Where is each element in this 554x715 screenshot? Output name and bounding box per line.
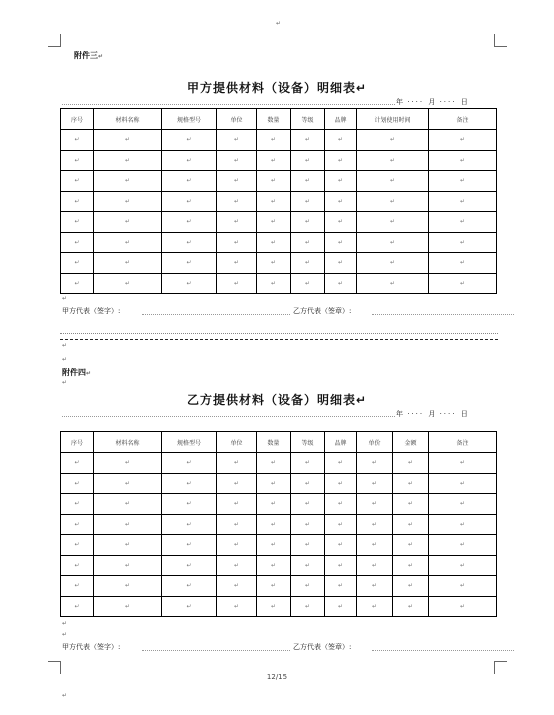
table-cell[interactable]: ↵	[162, 494, 217, 515]
table-cell[interactable]: ↵	[94, 576, 162, 597]
table-cell[interactable]: ↵	[94, 191, 162, 212]
table-cell[interactable]: ↵	[325, 273, 357, 294]
table-cell[interactable]: ↵	[257, 535, 291, 556]
annex4-after-table-mark-1: ↵	[62, 620, 68, 627]
annex3-col-header: 材料名称	[94, 109, 162, 130]
table-cell[interactable]: ↵	[291, 596, 325, 617]
table-row	[61, 494, 497, 515]
section-separator-dotted	[60, 333, 498, 334]
table-cell[interactable]: ↵	[357, 273, 429, 294]
table-row	[61, 150, 497, 171]
table-cell[interactable]: ↵	[357, 212, 429, 233]
table-cell[interactable]: ↵	[429, 150, 497, 171]
annex3-col-header: 计划使用时间	[357, 109, 429, 130]
separator-mark-2: ↵	[62, 356, 68, 363]
annex4-col-header: 单位	[217, 432, 257, 453]
table-cell[interactable]: ↵	[393, 535, 429, 556]
table-cell[interactable]: ↵	[357, 150, 429, 171]
annex4-col-header: 规格型号	[162, 432, 217, 453]
table-cell[interactable]: ↵	[217, 150, 257, 171]
table-cell[interactable]: ↵	[357, 130, 429, 151]
table-cell[interactable]: ↵	[94, 232, 162, 253]
table-cell[interactable]: ↵	[325, 535, 357, 556]
table-cell[interactable]: ↵	[291, 150, 325, 171]
annex3-col-header: 品牌	[325, 109, 357, 130]
table-row	[61, 514, 497, 535]
table-cell[interactable]: ↵	[94, 273, 162, 294]
annex4-col-header: 备注	[429, 432, 497, 453]
annex4-col-header: 金额	[393, 432, 429, 453]
table-cell[interactable]: ↵	[291, 453, 325, 474]
table-row	[61, 576, 497, 597]
table-cell[interactable]: ↵	[257, 150, 291, 171]
annex4-date-year: 年	[396, 410, 403, 418]
table-cell[interactable]: ↵	[257, 232, 291, 253]
table-cell[interactable]: ↵	[257, 191, 291, 212]
table-cell[interactable]: ↵	[291, 232, 325, 253]
table-cell[interactable]: ↵	[162, 171, 217, 192]
table-cell[interactable]: ↵	[61, 253, 94, 274]
table-cell[interactable]: ↵	[257, 494, 291, 515]
annex4-date-day: 日	[460, 410, 468, 418]
header-paragraph-mark: ↵	[276, 20, 282, 27]
annex3-after-table-mark: ↵	[62, 295, 68, 302]
table-cell[interactable]: ↵	[94, 453, 162, 474]
table-cell[interactable]: ↵	[94, 514, 162, 535]
table-cell[interactable]: ↵	[291, 514, 325, 535]
annex4-col-header: 材料名称	[94, 432, 162, 453]
table-cell[interactable]: ↵	[162, 191, 217, 212]
table-cell[interactable]: ↵	[257, 514, 291, 535]
table-cell[interactable]: ↵	[291, 576, 325, 597]
table-cell[interactable]: ↵	[94, 473, 162, 494]
table-cell[interactable]: ↵	[162, 150, 217, 171]
table-cell[interactable]: ↵	[94, 150, 162, 171]
table-cell[interactable]: ↵	[325, 171, 357, 192]
table-cell[interactable]: ↵	[257, 130, 291, 151]
table-cell[interactable]: ↵	[429, 130, 497, 151]
table-cell[interactable]: ↵	[429, 232, 497, 253]
table-cell[interactable]: ↵	[325, 473, 357, 494]
annex4-header-row	[61, 432, 497, 453]
table-cell[interactable]: ↵	[257, 596, 291, 617]
annex3-date-year: 年	[396, 98, 403, 106]
table-cell[interactable]: ↵	[61, 555, 94, 576]
table-cell[interactable]: ↵	[217, 514, 257, 535]
table-cell[interactable]: ↵	[325, 514, 357, 535]
annex3-col-header: 备注	[429, 109, 497, 130]
annex3-col-header: 序号	[61, 109, 94, 130]
table-cell[interactable]: ↵	[429, 453, 497, 474]
annex3-date: 年 ···· 月 ···· 日	[396, 98, 468, 106]
table-cell[interactable]: ↵	[257, 171, 291, 192]
table-cell[interactable]: ↵	[291, 535, 325, 556]
table-cell[interactable]: ↵	[429, 273, 497, 294]
table-cell[interactable]: ↵	[325, 253, 357, 274]
table-cell[interactable]: ↵	[94, 171, 162, 192]
table-cell[interactable]: ↵	[217, 535, 257, 556]
table-cell[interactable]: ↵	[429, 191, 497, 212]
table-cell[interactable]: ↵	[357, 576, 393, 597]
table-row	[61, 273, 497, 294]
annex4-date: 年 ···· 月 ···· 日	[396, 410, 468, 418]
table-cell[interactable]: ↵	[291, 253, 325, 274]
annex4-col-header: 单价	[357, 432, 393, 453]
table-cell[interactable]: ↵	[217, 576, 257, 597]
annex4-col-header: 等级	[291, 432, 325, 453]
annex4-label-mark: ↵	[62, 379, 68, 386]
page-number: 12/15	[266, 673, 288, 681]
table-cell[interactable]: ↵	[217, 253, 257, 274]
table-cell[interactable]: ↵	[217, 191, 257, 212]
crop-mark-top-left	[48, 34, 61, 47]
separator-mark-1: ↵	[62, 342, 68, 349]
table-cell[interactable]: ↵	[162, 130, 217, 151]
table-cell[interactable]: ↵	[217, 555, 257, 576]
table-cell[interactable]: ↵	[325, 232, 357, 253]
table-cell[interactable]: ↵	[61, 273, 94, 294]
table-cell[interactable]: ↵	[217, 212, 257, 233]
table-cell[interactable]: ↵	[429, 473, 497, 494]
annex3-sign-b-line	[372, 314, 514, 315]
table-cell[interactable]: ↵	[162, 253, 217, 274]
table-cell[interactable]: ↵	[325, 494, 357, 515]
table-row	[61, 171, 497, 192]
table-cell[interactable]: ↵	[162, 576, 217, 597]
table-cell[interactable]: ↵	[61, 150, 94, 171]
annex4-col-header: 序号	[61, 432, 94, 453]
table-cell[interactable]: ↵	[61, 171, 94, 192]
table-row	[61, 473, 497, 494]
table-cell[interactable]: ↵	[217, 232, 257, 253]
annex3-col-header: 等级	[291, 109, 325, 130]
table-cell[interactable]: ↵	[429, 494, 497, 515]
table-cell[interactable]: ↵	[217, 130, 257, 151]
table-cell[interactable]: ↵	[291, 473, 325, 494]
annex3-col-header: 单位	[217, 109, 257, 130]
table-cell[interactable]: ↵	[61, 514, 94, 535]
table-cell[interactable]: ↵	[429, 212, 497, 233]
table-cell[interactable]: ↵	[393, 576, 429, 597]
annex4-sign-a-line	[142, 650, 290, 651]
table-cell[interactable]: ↵	[429, 576, 497, 597]
table-cell[interactable]: ↵	[61, 596, 94, 617]
table-cell[interactable]: ↵	[162, 535, 217, 556]
table-cell[interactable]: ↵	[61, 130, 94, 151]
annex3-date-month: 月	[428, 98, 436, 106]
table-cell[interactable]: ↵	[94, 555, 162, 576]
table-cell[interactable]: ↵	[61, 191, 94, 212]
table-cell[interactable]: ↵	[357, 473, 393, 494]
annex4-after-table-mark-2: ↵	[62, 631, 68, 638]
table-cell[interactable]: ↵	[429, 253, 497, 274]
table-cell[interactable]: ↵	[429, 555, 497, 576]
table-row	[61, 596, 497, 617]
table-cell[interactable]: ↵	[357, 191, 429, 212]
table-cell[interactable]: ↵	[61, 453, 94, 474]
table-cell[interactable]: ↵	[357, 253, 429, 274]
table-row	[61, 453, 497, 474]
table-cell[interactable]: ↵	[257, 555, 291, 576]
table-row	[61, 555, 497, 576]
table-cell[interactable]: ↵	[429, 171, 497, 192]
table-cell[interactable]: ↵	[94, 130, 162, 151]
table-cell[interactable]: ↵	[217, 596, 257, 617]
annex3-table	[60, 108, 497, 294]
table-cell[interactable]: ↵	[61, 535, 94, 556]
table-cell[interactable]: ↵	[429, 596, 497, 617]
table-cell[interactable]: ↵	[357, 596, 393, 617]
table-cell[interactable]: ↵	[291, 555, 325, 576]
table-cell[interactable]: ↵	[257, 453, 291, 474]
crop-mark-top-right	[494, 34, 507, 47]
table-cell[interactable]: ↵	[217, 473, 257, 494]
annex4-table	[60, 431, 497, 617]
table-cell[interactable]: ↵	[393, 494, 429, 515]
table-cell[interactable]: ↵	[94, 596, 162, 617]
annex3-col-header: 数量	[257, 109, 291, 130]
table-cell[interactable]: ↵	[325, 191, 357, 212]
table-cell[interactable]: ↵	[257, 576, 291, 597]
annex3-sign-a-line	[142, 314, 290, 315]
annex4-date-dotline	[62, 416, 395, 417]
table-cell[interactable]: ↵	[325, 576, 357, 597]
table-cell[interactable]: ↵	[94, 253, 162, 274]
table-cell[interactable]: ↵	[357, 555, 393, 576]
table-cell[interactable]: ↵	[357, 232, 429, 253]
table-cell[interactable]: ↵	[257, 473, 291, 494]
table-cell[interactable]: ↵	[162, 596, 217, 617]
table-cell[interactable]: ↵	[217, 273, 257, 294]
table-cell[interactable]: ↵	[94, 535, 162, 556]
annex3-col-header: 规格型号	[162, 109, 217, 130]
table-cell[interactable]: ↵	[393, 514, 429, 535]
section-separator-dashed	[60, 339, 498, 340]
annex3-date-dotline	[62, 104, 395, 105]
table-cell[interactable]: ↵	[291, 191, 325, 212]
table-row	[61, 535, 497, 556]
annex4-sign-party-a: 甲方代表（签字）:	[62, 643, 121, 651]
table-cell[interactable]: ↵	[429, 514, 497, 535]
table-row	[61, 253, 497, 274]
table-cell[interactable]: ↵	[61, 212, 94, 233]
table-cell[interactable]: ↵	[162, 212, 217, 233]
table-cell[interactable]: ↵	[325, 596, 357, 617]
table-cell[interactable]: ↵	[162, 514, 217, 535]
footer-mark: ↵	[62, 692, 68, 699]
table-cell[interactable]: ↵	[162, 453, 217, 474]
table-cell[interactable]: ↵	[325, 130, 357, 151]
annex4-col-header: 品牌	[325, 432, 357, 453]
table-cell[interactable]: ↵	[162, 473, 217, 494]
table-cell[interactable]: ↵	[357, 171, 429, 192]
annex3-label: 附件三↵	[74, 51, 104, 60]
table-cell[interactable]: ↵	[94, 212, 162, 233]
table-cell[interactable]: ↵	[393, 596, 429, 617]
table-cell[interactable]: ↵	[325, 212, 357, 233]
table-cell[interactable]: ↵	[325, 555, 357, 576]
table-cell[interactable]: ↵	[257, 253, 291, 274]
annex4-col-header: 数量	[257, 432, 291, 453]
table-cell[interactable]: ↵	[162, 232, 217, 253]
annex4-date-month: 月	[428, 410, 436, 418]
table-cell[interactable]: ↵	[291, 273, 325, 294]
table-cell[interactable]: ↵	[393, 453, 429, 474]
table-row	[61, 130, 497, 151]
annex3-date-day: 日	[460, 98, 468, 106]
table-cell[interactable]: ↵	[217, 171, 257, 192]
annex3-sign-party-b: 乙方代表（签章）:	[293, 307, 352, 315]
table-cell[interactable]: ↵	[217, 453, 257, 474]
table-cell[interactable]: ↵	[61, 473, 94, 494]
annex4-sign-party-b: 乙方代表（签章）:	[293, 643, 352, 651]
table-row	[61, 191, 497, 212]
table-cell[interactable]: ↵	[162, 273, 217, 294]
table-cell[interactable]: ↵	[61, 494, 94, 515]
table-cell[interactable]: ↵	[291, 494, 325, 515]
annex3-header-row	[61, 109, 497, 130]
table-cell[interactable]: ↵	[257, 212, 291, 233]
annex4-sign-b-line	[372, 650, 514, 651]
table-cell[interactable]: ↵	[393, 555, 429, 576]
annex3-sign-party-a: 甲方代表（签字）:	[62, 307, 121, 315]
table-cell[interactable]: ↵	[325, 150, 357, 171]
table-cell[interactable]: ↵	[217, 494, 257, 515]
table-cell[interactable]: ↵	[357, 535, 393, 556]
table-cell[interactable]: ↵	[291, 212, 325, 233]
table-cell[interactable]: ↵	[257, 273, 291, 294]
annex4-title: 乙方提供材料（设备）明细表↵	[186, 393, 368, 407]
table-cell[interactable]: ↵	[61, 232, 94, 253]
annex4-label: 附件四↵	[62, 368, 92, 377]
table-cell[interactable]: ↵	[393, 473, 429, 494]
table-cell[interactable]: ↵	[429, 535, 497, 556]
table-cell[interactable]: ↵	[94, 494, 162, 515]
table-cell[interactable]: ↵	[162, 555, 217, 576]
table-row	[61, 212, 497, 233]
table-row	[61, 232, 497, 253]
annex3-title: 甲方提供材料（设备）明细表↵	[186, 81, 368, 95]
table-cell[interactable]: ↵	[357, 494, 393, 515]
table-cell[interactable]: ↵	[357, 514, 393, 535]
table-cell[interactable]: ↵	[325, 453, 357, 474]
table-cell[interactable]: ↵	[61, 576, 94, 597]
table-cell[interactable]: ↵	[291, 130, 325, 151]
table-cell[interactable]: ↵	[357, 453, 393, 474]
table-cell[interactable]: ↵	[291, 171, 325, 192]
